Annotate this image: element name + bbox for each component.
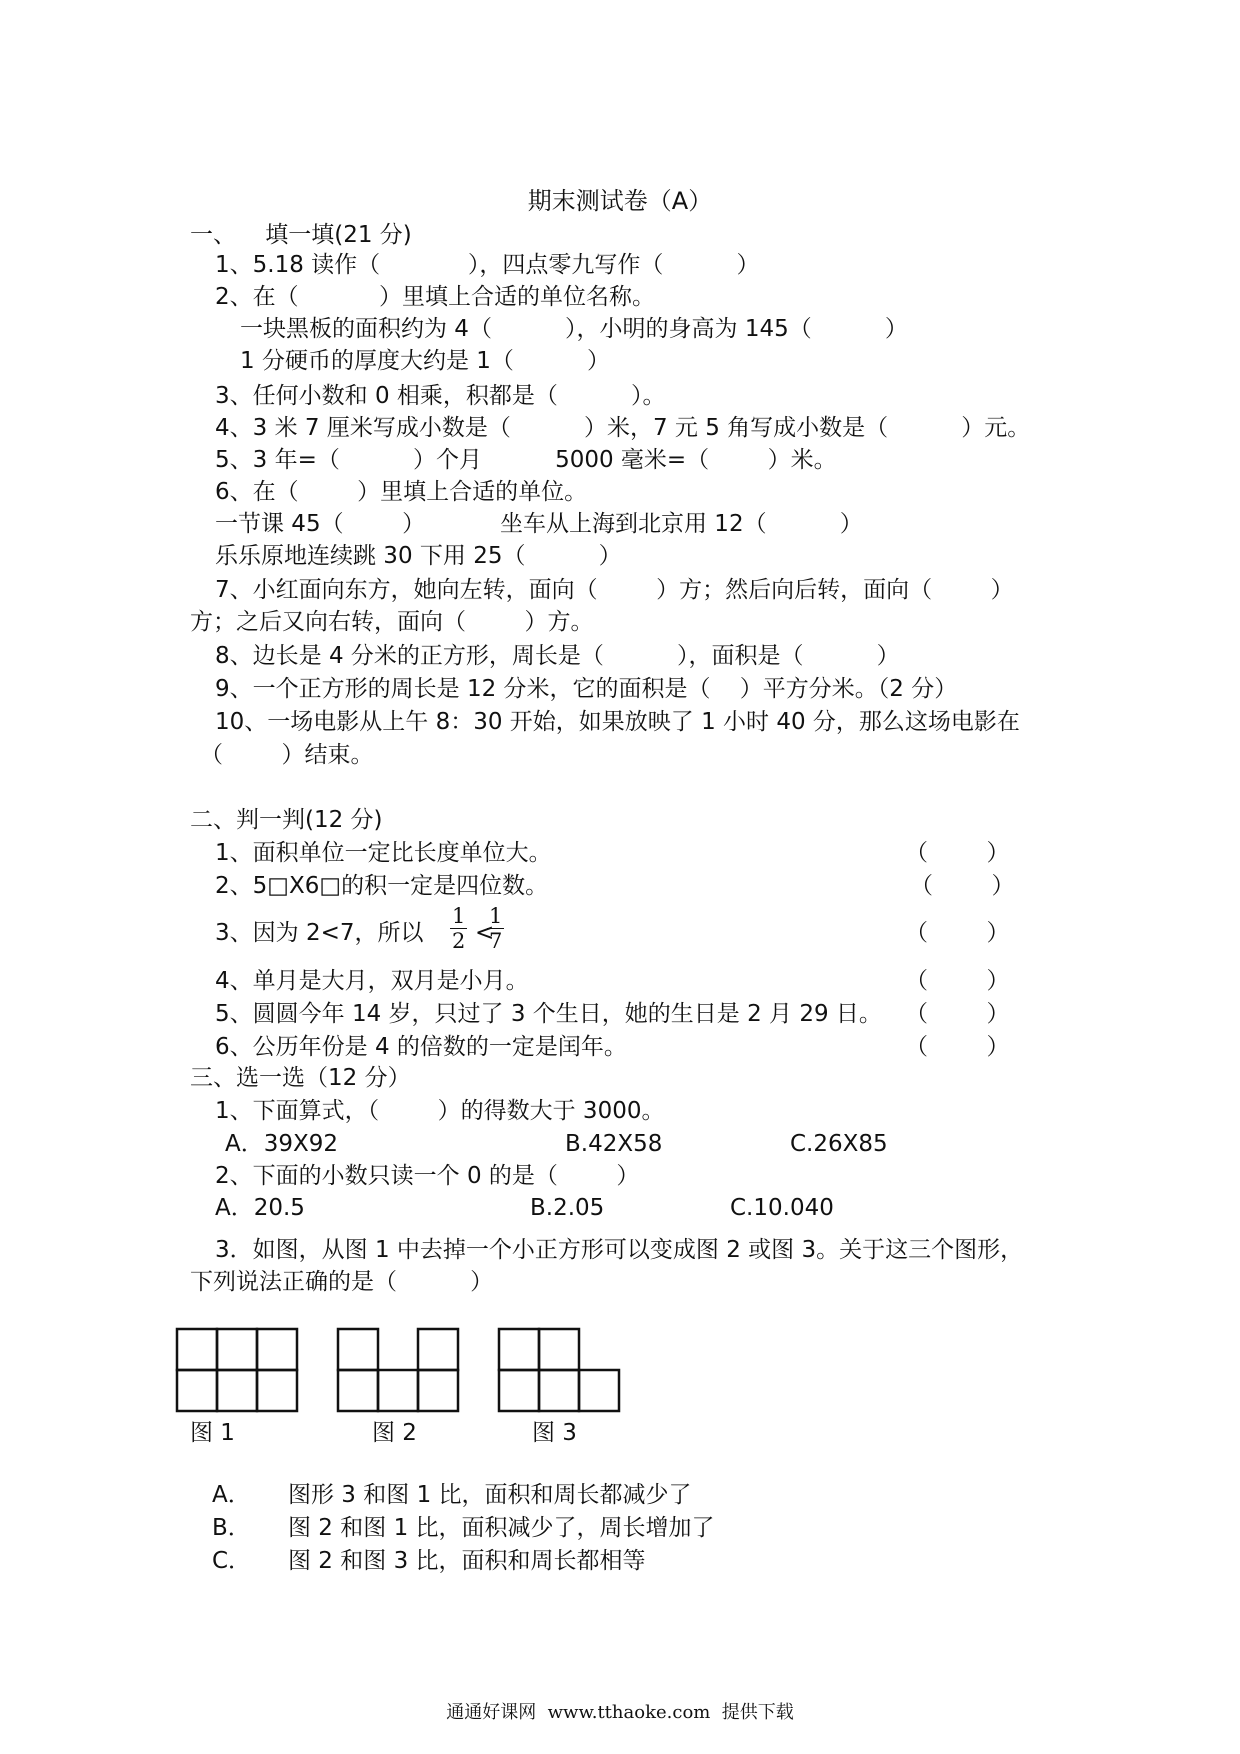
s1-line-5: 3、任何小数和 0 相乘，积都是（ ）。 — [215, 383, 666, 409]
fraction-one-half — [450, 904, 467, 953]
figure-3-square — [539, 1329, 579, 1370]
s3-q1-option-b: B.42X58 — [565, 1131, 663, 1157]
s1-line-17: （ ）结束。 — [200, 742, 374, 768]
figure-2-square — [378, 1370, 418, 1411]
figure-1-grid — [175, 1327, 303, 1413]
s2-item-3: 3、因为 2<7，所以 — [215, 920, 424, 946]
s1-line-3: 一块黑板的面积约为 4（ ），小明的身高为 145（ ） — [240, 316, 908, 342]
section2-heading: 二、判一判(12 分) — [190, 807, 383, 833]
s3-q3-line2: 下列说法正确的是（ ） — [190, 1269, 494, 1295]
figure-1-label: 图 1 — [190, 1420, 235, 1446]
s3-q1-option-a: A．39X92 — [225, 1131, 339, 1157]
figure-2-label: 图 2 — [372, 1420, 417, 1446]
fraction-numerator: 1 — [452, 904, 466, 928]
s2-item-1: 1、面积单位一定比长度单位大。 — [215, 840, 552, 866]
s3-q2-option-c: C.10.040 — [730, 1195, 834, 1221]
figure-2-square — [338, 1329, 378, 1370]
fraction-one-seventh — [487, 904, 504, 953]
s1-line-7: 5、3 年=（ ）个月 5000 毫米=（ ）米。 — [215, 447, 837, 473]
s3-q3-option-a-letter: A． — [212, 1482, 251, 1508]
figure-1-square — [217, 1370, 257, 1411]
s3-q3-option-c-text: 图 2 和图 3 比，面积和周长都相等 — [288, 1548, 646, 1574]
page-title: 期末测试卷（A） — [527, 187, 713, 215]
section3-heading: 三、选一选（12 分） — [190, 1065, 411, 1091]
s1-line-12: 7、小红面向东方，她向左转，面向（ ）方；然后向后转，面向（ ） — [215, 577, 1014, 603]
figure-1-square — [257, 1370, 297, 1411]
s2-answer-3: （ ） — [905, 920, 1010, 946]
s1-line-6: 4、3 米 7 厘米写成小数是（ ）米，7 元 5 角写成小数是（ ）元。 — [215, 415, 1031, 441]
figure-1-square — [177, 1329, 217, 1370]
s3-q3-option-b-text: 图 2 和图 1 比，面积减少了，周长增加了 — [288, 1515, 715, 1541]
figure-3-grid — [497, 1327, 625, 1413]
s2-answer-5: （ ） — [905, 1001, 1010, 1027]
s1-line-8: 6、在（ ）里填上合适的单位。 — [215, 479, 588, 505]
figure-1-square — [177, 1370, 217, 1411]
s2-item-5: 5、圆圆今年 14 岁，只过了 3 个生日，她的生日是 2 月 29 日。 — [215, 1001, 882, 1027]
s3-q3-option-a-text: 图形 3 和图 1 比，面积和周长都减少了 — [288, 1482, 692, 1508]
figure-1-square — [257, 1329, 297, 1370]
s3-q3-option-b-letter: B． — [212, 1515, 251, 1541]
section1-heading: 一、 填一填(21 分) — [190, 222, 412, 248]
s2-answer-4: （ ） — [905, 968, 1010, 994]
figure-2-square — [418, 1370, 458, 1411]
s1-line-14: 8、边长是 4 分米的正方形，周长是（ ），面积是（ ） — [215, 643, 900, 669]
s3-q3-line1: 3．如图，从图 1 中去掉一个小正方形可以变成图 2 或图 3。关于这三个图形， — [215, 1237, 1024, 1263]
fraction-numerator: 1 — [489, 904, 503, 928]
s1-line-11: 乐乐原地连续跳 30 下用 25（ ） — [215, 543, 622, 569]
s3-q1-option-c: C.26X85 — [790, 1131, 888, 1157]
s1-line-4: 1 分硬币的厚度大约是 1（ ） — [240, 348, 610, 374]
s1-line-16: 10、一场电影从上午 8：30 开始，如果放映了 1 小时 40 分，那么这场电影在 — [215, 709, 1020, 735]
s3-q2-option-a: A．20.5 — [215, 1195, 305, 1221]
figure-3-square — [499, 1329, 539, 1370]
figure-3-square — [539, 1370, 579, 1411]
fraction-denominator: 2 — [452, 929, 466, 953]
less-than-sign: < — [475, 920, 495, 946]
figure-3-square — [499, 1370, 539, 1411]
s3-q2: 2、下面的小数只读一个 0 的是（ ） — [215, 1163, 640, 1189]
figure-2-square — [338, 1370, 378, 1411]
s1-line-10: 坐车从上海到北京用 12（ ） — [500, 511, 863, 537]
s2-item-4: 4、单月是大月，双月是小月。 — [215, 968, 529, 994]
fraction-denominator: 7 — [489, 929, 503, 953]
s2-item-6: 6、公历年份是 4 的倍数的一定是闰年。 — [215, 1034, 627, 1060]
figure-3-square — [579, 1370, 619, 1411]
s1-line-15: 9、一个正方形的周长是 12 分米，它的面积是（ ）平方分米。（2 分） — [215, 676, 958, 702]
figure-3-label: 图 3 — [532, 1420, 577, 1446]
s1-line-1: 1、5.18 读作（ ），四点零九写作（ ） — [215, 252, 760, 278]
s1-line-13: 方；之后又向右转，面向（ ）方。 — [190, 609, 594, 635]
s1-line-9: 一节课 45（ ） — [215, 511, 426, 537]
s2-answer-2: （ ） — [910, 873, 1015, 899]
figure-2-grid — [336, 1327, 464, 1413]
s3-q2-option-b: B.2.05 — [530, 1195, 605, 1221]
s1-line-2: 2、在（ ）里填上合适的单位名称。 — [215, 284, 656, 310]
s2-answer-1: （ ） — [905, 840, 1010, 866]
page-footer: 通通好课网 www.tthaoke.com 提供下载 — [446, 1702, 794, 1723]
s2-answer-6: （ ） — [905, 1034, 1010, 1060]
s3-q3-option-c-letter: C． — [212, 1548, 252, 1574]
s2-item-2: 2、5□X6□的积一定是四位数。 — [215, 873, 549, 899]
s3-q1: 1、下面算式，（ ）的得数大于 3000。 — [215, 1098, 665, 1124]
figure-1-square — [217, 1329, 257, 1370]
figure-2-square — [418, 1329, 458, 1370]
